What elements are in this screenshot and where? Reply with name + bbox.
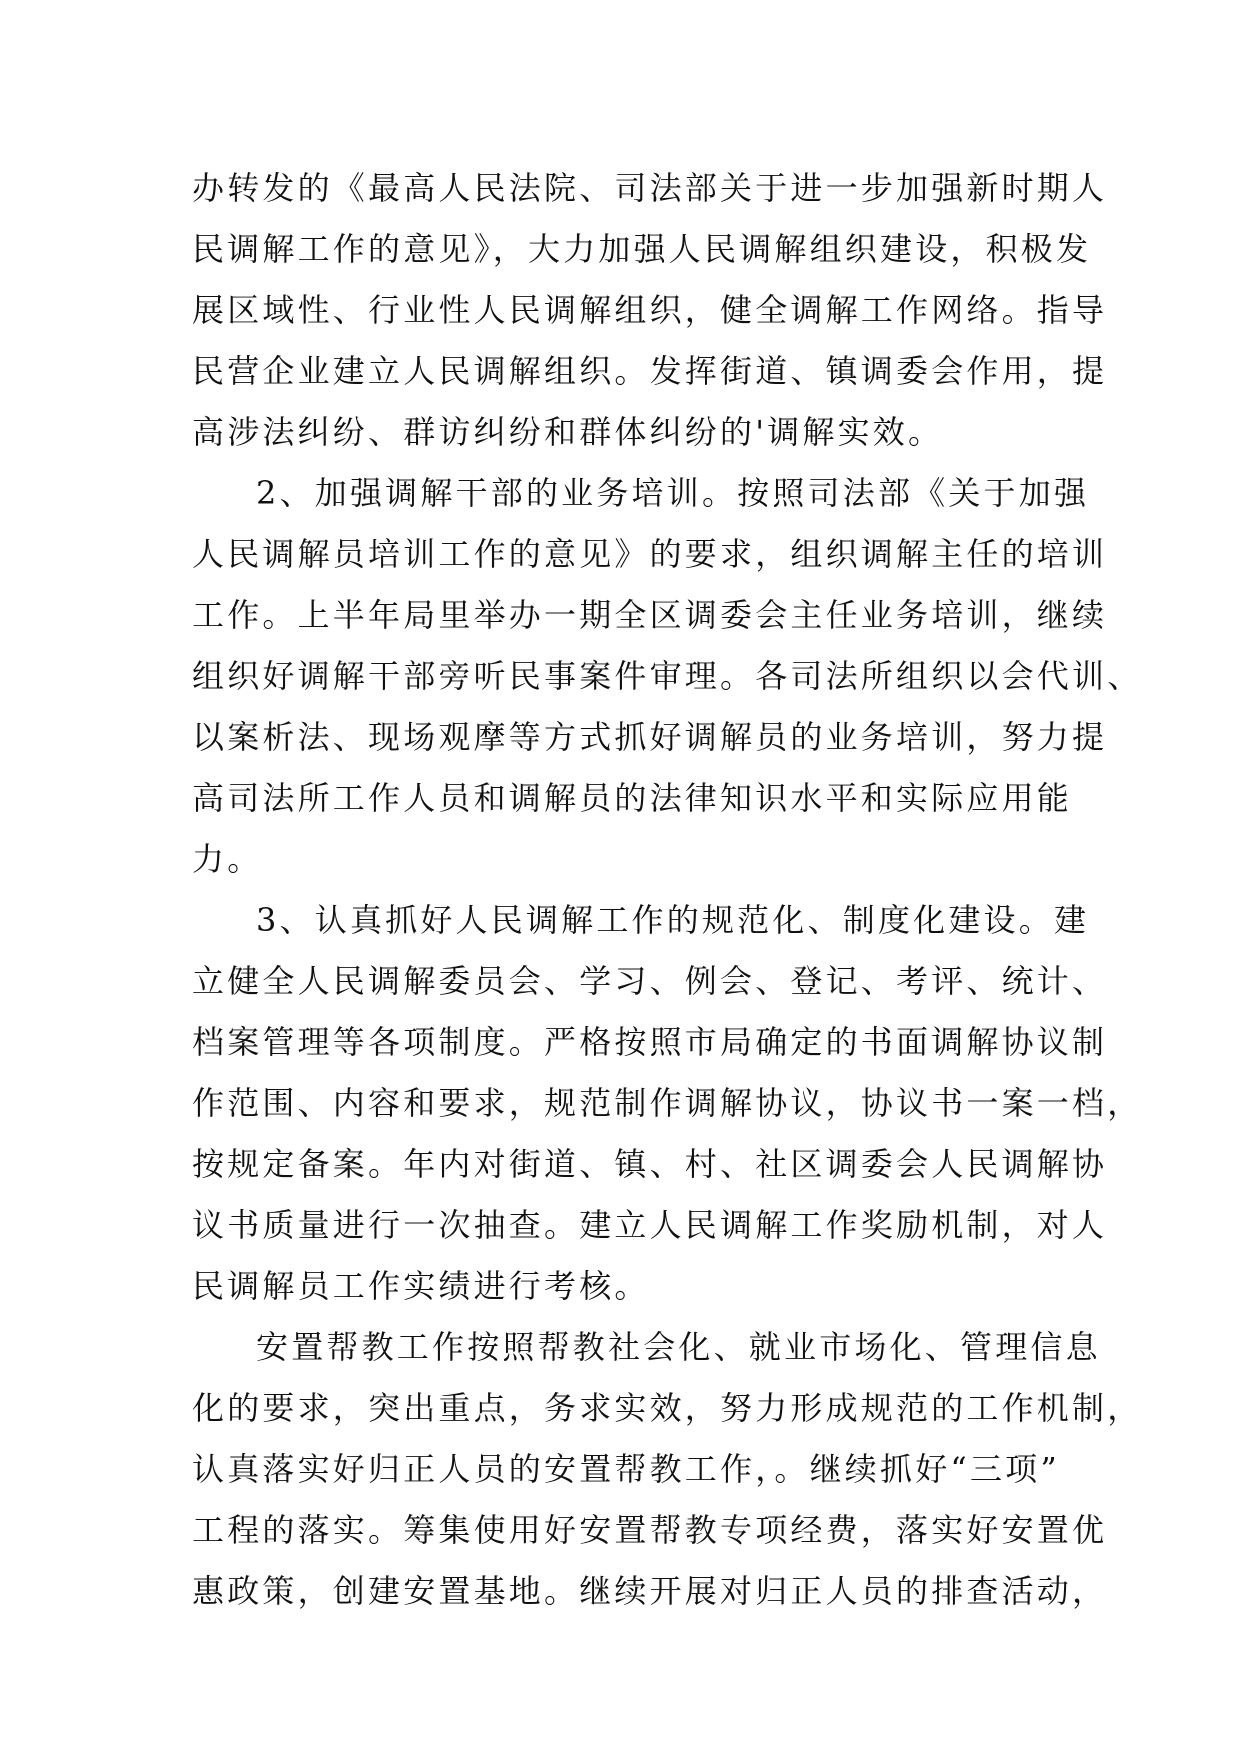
text-line: 议书质量进行一次抽查。建立人民调解工作奖励机制，对人: [192, 1206, 1108, 1244]
text-line: 民调解工作的意见》，大力加强人民调解组织建设，积极发: [192, 230, 1092, 268]
text-line: 工程的落实。筹集使用好安置帮教专项经费，落实好安置优: [192, 1511, 1108, 1549]
text-line: 力。: [192, 840, 263, 878]
text-line: 民调解员工作实绩进行考核。: [192, 1267, 650, 1305]
text-line: 认真落实好归正人员的安置帮教工作，。继续抓好“三项”: [192, 1450, 1060, 1488]
text-line: 化的要求，突出重点，务求实效，努力形成规范的工作机制，: [192, 1389, 1143, 1427]
paragraph: [192, 1317, 1143, 1622]
paragraph: [192, 158, 1108, 463]
paragraph: [192, 463, 1143, 890]
text-line: 展区域性、行业性人民调解组织，健全调解工作网络。指导: [192, 291, 1108, 329]
text-line: 档案管理等各项制度。严格按照市局确定的书面调解协议制: [192, 1023, 1108, 1061]
text-line: 2、加强调解干部的业务培训。按照司法部《关于加强: [256, 474, 1090, 512]
text-line: 高涉法纠纷、群访纠纷和群体纠纷的'调解实效。: [192, 413, 944, 451]
text-line: 作范围、内容和要求，规范制作调解协议，协议书一案一档，: [192, 1084, 1143, 1122]
document-body: [192, 158, 1143, 1622]
text-line: 按规定备案。年内对街道、镇、村、社区调委会人民调解协: [192, 1145, 1108, 1183]
text-line: 3、认真抓好人民调解工作的规范化、制度化建设。建: [256, 901, 1090, 939]
text-line: 人民调解员培训工作的意见》的要求，组织调解主任的培训: [192, 535, 1108, 573]
text-line: 惠政策，创建安置基地。继续开展对归正人员的排查活动，: [192, 1572, 1108, 1610]
text-line: 办转发的《最高人民法院、司法部关于进一步加强新时期人: [192, 169, 1108, 207]
text-line: 立健全人民调解委员会、学习、例会、登记、考评、统计、: [192, 962, 1108, 1000]
text-line: 工作。上半年局里举办一期全区调委会主任业务培训，继续: [192, 596, 1108, 634]
text-line: 组织好调解干部旁听民事案件审理。各司法所组织以会代训、: [192, 657, 1143, 695]
text-line: 民营企业建立人民调解组织。发挥街道、镇调委会作用，提: [192, 352, 1108, 390]
text-line: 安置帮教工作按照帮教社会化、就业市场化、管理信息: [256, 1328, 1101, 1366]
text-line: 以案析法、现场观摩等方式抓好调解员的业务培训，努力提: [192, 718, 1108, 756]
paragraph: [192, 890, 1143, 1317]
text-line: 高司法所工作人员和调解员的法律知识水平和实际应用能: [192, 779, 1073, 817]
